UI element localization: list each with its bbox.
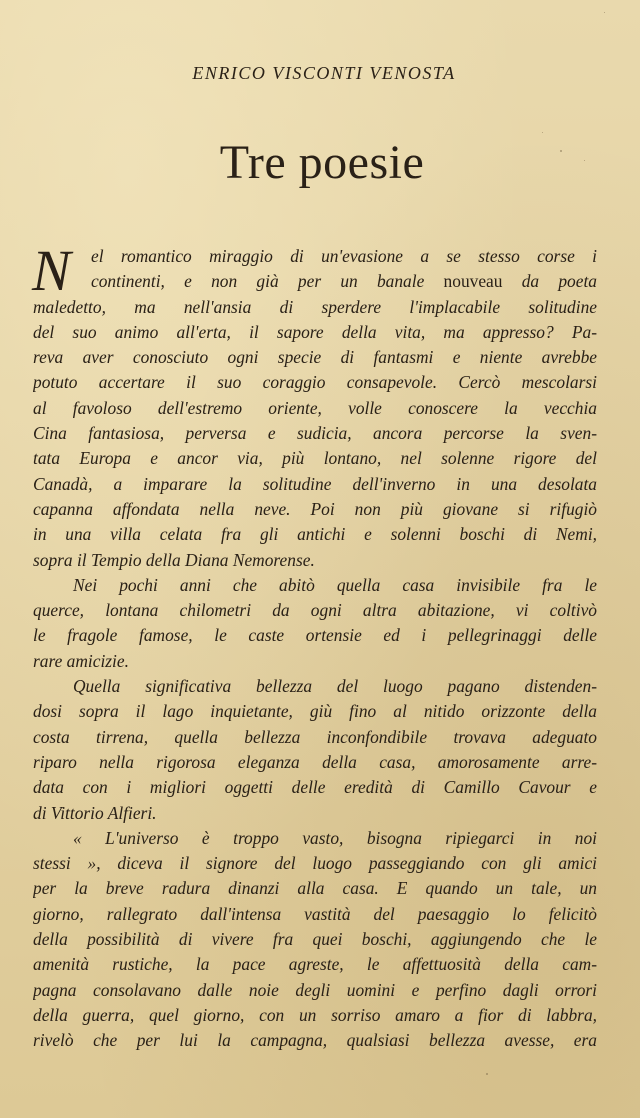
article-body [32, 238, 597, 1054]
text-line: di Vittorio Alfieri. [33, 802, 157, 823]
text-span: da poeta [502, 271, 597, 292]
text-line: in una villa celata fra gli antichi e solenni boschi di Nemi, [33, 524, 597, 545]
text-line: Nei pochi anni che abitò quella casa invisibile fra le [73, 574, 597, 595]
text-line: el romantico miraggio di un'evasione a se stesso corse i [91, 246, 597, 266]
text-line: rare amicizie. [33, 650, 129, 671]
text-line: rivelò che per lui la campagna, qualsiasi bellezza avesse, era [33, 1030, 597, 1051]
text-line: giorno, rallegrato dall'intensa vastità del paesaggio lo felicitò [33, 903, 597, 924]
text-line: stessi », diceva il signore del luogo passeggiando con gli amici [33, 853, 597, 874]
paper-speck [584, 160, 585, 161]
text-line: Quella significativa bellezza del luogo pagano distenden- [73, 676, 597, 697]
text-line: per la breve radura dinanzi alla casa. E quando un tale, un [33, 878, 597, 899]
paper-speck [542, 132, 543, 133]
paper-speck [604, 12, 605, 13]
text-line: Canadà, a imparare la solitudine dell'inverno in una desolata [33, 473, 597, 494]
text-line: dosi sopra il lago inquietante, giù fino al nitido orizzonte della [33, 701, 597, 722]
paper-speck [486, 1073, 488, 1075]
text-line: potuto accertare il suo coraggio consapevole. Cercò mescolarsi [33, 372, 597, 393]
text-line: capanna affondata nella neve. Poi non più giovane si rifugiò [33, 498, 597, 519]
paper-speck [560, 150, 562, 152]
text-line: costa tirrena, quella bellezza inconfondibile trovava adeguato [33, 726, 597, 747]
foreign-phrase: nouveau [443, 271, 503, 292]
text-line: querce, lontana chilometri da ogni altra abitazione, vi coltivò [33, 600, 597, 621]
text-line: della guerra, quel giorno, con un sorriso amaro a fior di labbra, [33, 1004, 597, 1025]
text-line: reva aver conosciuto ogni specie di fantasmi e niente avrebbe [33, 347, 597, 368]
page-title: Tre poesie [219, 136, 425, 189]
text-line: tata Europa e ancor via, più lontano, nel solenne rigore del [33, 448, 597, 469]
text-line: pagna consolavano dalle noie degli uomini e perfino dagli orrori [33, 979, 597, 1000]
text-line [33, 269, 597, 294]
text-line: al favoloso dell'estremo oriente, volle conoscere la vecchia [33, 397, 597, 418]
text-line: Cina fantasiosa, perversa e sudicia, ancora percorse la sven- [33, 423, 597, 444]
text-line: della possibilità di vivere fra quei boschi, aggiungendo che le [33, 929, 597, 950]
text-span: continenti, e non già per un banale [91, 271, 444, 292]
author-name: ENRICO VISCONTI VENOSTA [192, 63, 456, 83]
text-line: le fragole famose, le caste ortensie ed i pellegrinaggi delle [33, 625, 597, 646]
text-line: amenità rustiche, la pace agreste, le affettuosità della cam- [33, 954, 597, 975]
text-line: del suo animo all'erta, il sapore della vita, ma appresso? Pa- [33, 321, 597, 342]
drop-cap: N [32, 238, 71, 303]
text-line: maledetto, ma nell'ansia di sperdere l'implacabile solitudine [33, 296, 597, 317]
text-line: data con i migliori oggetti delle eredità di Camillo Cavour e [33, 777, 597, 798]
text-line: sopra il Tempio della Diana Nemorense. [33, 549, 315, 570]
text-line: « L'universo è troppo vasto, bisogna ripiegarci in noi [73, 827, 597, 848]
text-line: riparo nella rigorosa eleganza della casa, amorosamente arre- [33, 751, 597, 772]
